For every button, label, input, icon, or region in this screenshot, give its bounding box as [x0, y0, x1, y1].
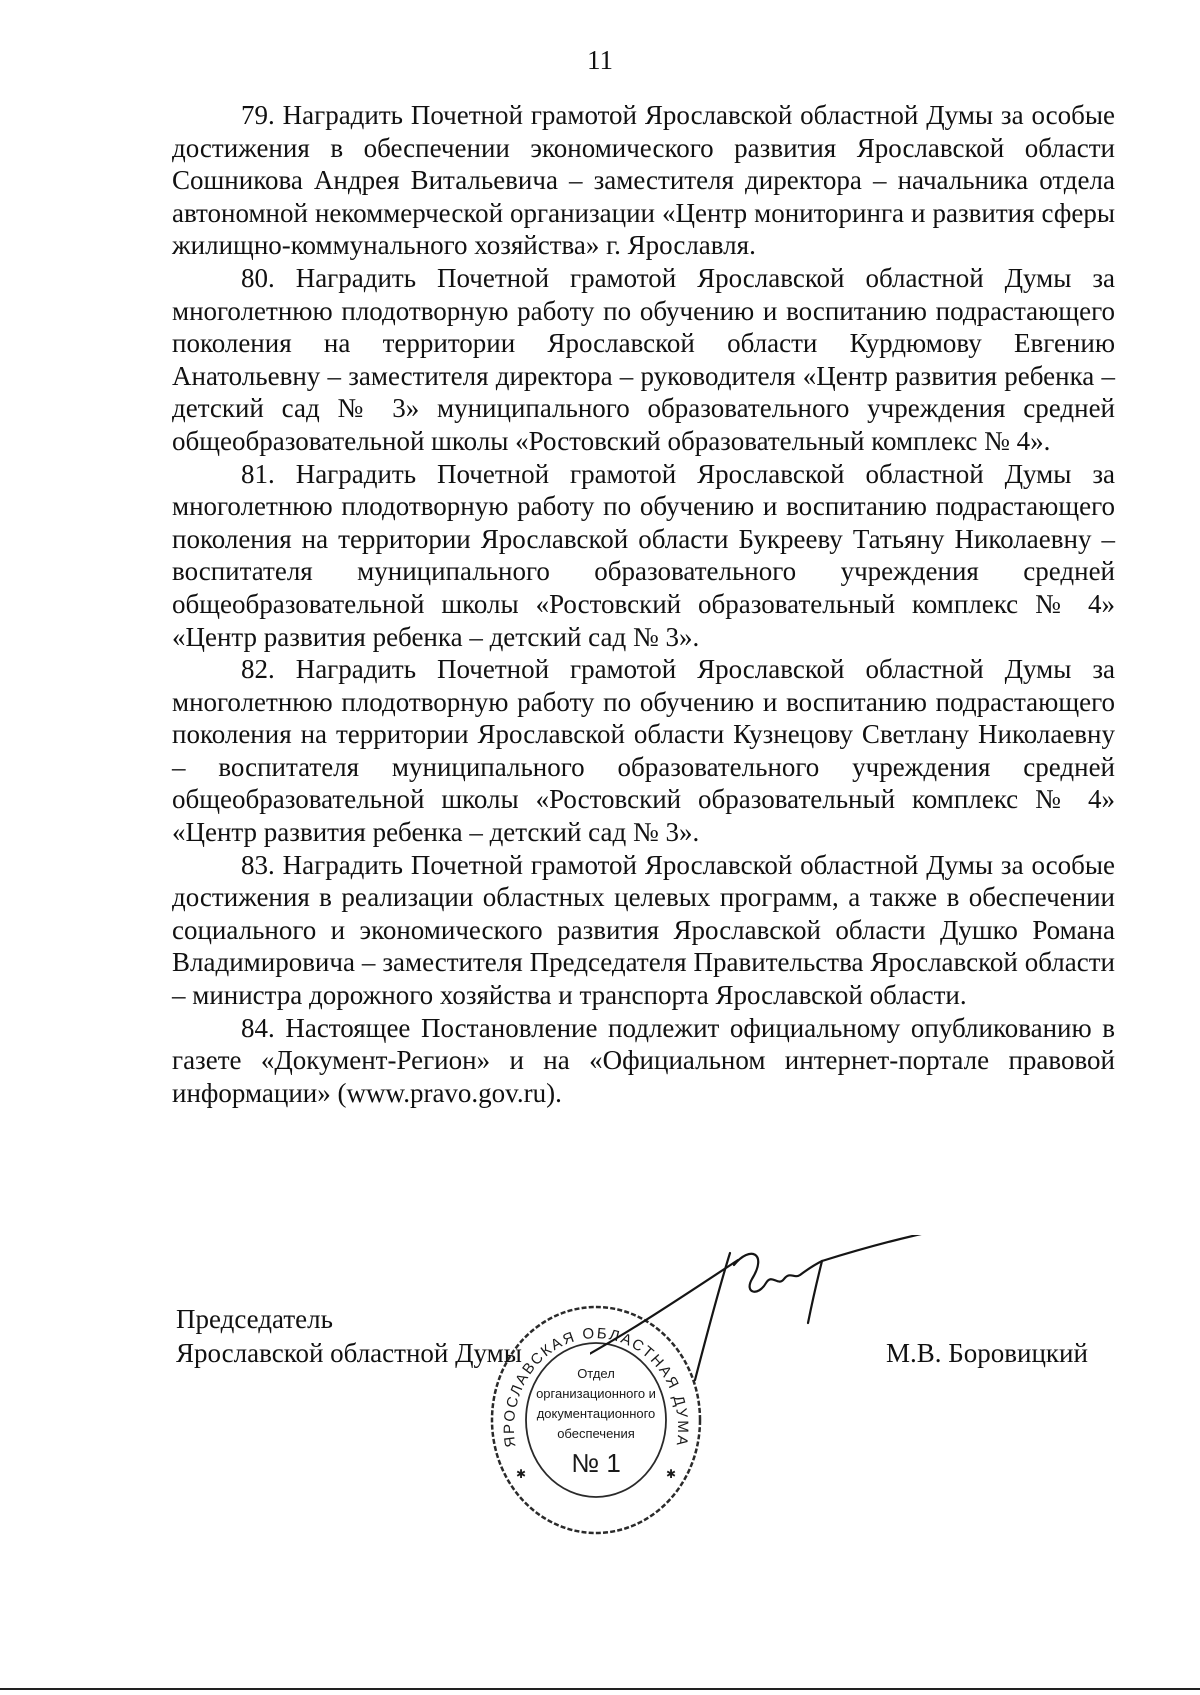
- signatory-title-line2: Ярославской областной Думы: [176, 1338, 522, 1368]
- paragraph-79: 79. Наградить Почетной грамотой Ярославской областной Думы за особые достижения в обеспечении экономического развития Ярославской области Сошникова Андрея Витальевича – заместителя директора – начальника отдела автономной некоммерческой организации «Центр мониторинга и развития сферы жилищно-коммунального хозяйства» г. Ярославля.: [172, 100, 1115, 261]
- paragraph-83: 83. Наградить Почетной грамотой Ярославской областной Думы за особые достижения в реализации областных целевых программ, а также в обеспечении социального и экономического развития Ярославской области Душко Романа Владимировича – заместителя Председателя Правительства Ярославской области – министра дорожного хозяйства и транспорта Ярославской области.: [172, 849, 1115, 1011]
- paragraph-82: 82. Наградить Почетной грамотой Ярославской областной Думы за многолетнюю плодотворную работу по обучению и воспитанию подрастающего поколения на территории Ярославской области Кузнецову Светлану Николаевну – воспитателя муниципального образовательного учреждения средней общеобразовательной школы «Ростовский образовательный комплекс № 4» «Центр развития ребенка – детский сад № 3».: [172, 654, 1115, 848]
- signature-stroke-stem: [695, 1253, 730, 1380]
- stamp-number: № 1: [571, 1448, 621, 1478]
- signature-stroke-body: [734, 1254, 822, 1292]
- signatory-title-line1: Председатель: [176, 1304, 333, 1334]
- paragraph-84: 84. Настоящее Постановление подлежит официальному опубликованию в газете «Документ-Регион» и на «Официальном интернет-портале правовой информации» (www.pravo.gov.ru).: [172, 1012, 1115, 1108]
- stamp-line-4: обеспечения: [557, 1426, 635, 1441]
- page-number: 11: [587, 45, 613, 75]
- stamp-star-right: ✱: [666, 1467, 677, 1481]
- signature-stroke-tail: [808, 1261, 822, 1323]
- paragraph-80: 80. Наградить Почетной грамотой Ярославской областной Думы за многолетнюю плодотворную работу по обучению и воспитанию подрастающего поколения на территории Ярославской области Курдюмову Евгению Анатольевну – заместителя директора – руководителя «Центр развития ребенка – детский сад № 3» муниципального образовательного учреждения средней общеобразовательной школы «Ростовский образовательный комплекс № 4».: [172, 262, 1115, 456]
- stamp-line-1: Отдел: [577, 1366, 615, 1381]
- paragraph-81: 81. Наградить Почетной грамотой Ярославской областной Думы за многолетнюю плодотворную работу по обучению и воспитанию подрастающего поколения на территории Ярославской области Букрееву Татьяну Николаевну – воспитателя муниципального образовательного учреждения средней общеобразовательной школы «Ростовский образовательный комплекс № 4» «Центр развития ребенка – детский сад № 3».: [172, 458, 1115, 652]
- signatory-title: [176, 1302, 522, 1370]
- signature-stroke-lead: [590, 1260, 738, 1375]
- stamp-ring-text: ЯРОСЛАВСКАЯ ОБЛАСТНАЯ ДУМА: [500, 1324, 692, 1449]
- signatory-name: М.В. Боровицкий: [886, 1338, 1088, 1368]
- stamp-line-2: организационного и: [536, 1386, 656, 1401]
- signature-stroke-flourish: [822, 1235, 1018, 1261]
- document-body: [172, 99, 1115, 1109]
- handwritten-signature: [590, 1235, 1030, 1385]
- stamp-line-3: документационного: [536, 1406, 656, 1421]
- stamp-star-left: ✱: [516, 1467, 527, 1481]
- scan-bottom-edge: [0, 1688, 1200, 1690]
